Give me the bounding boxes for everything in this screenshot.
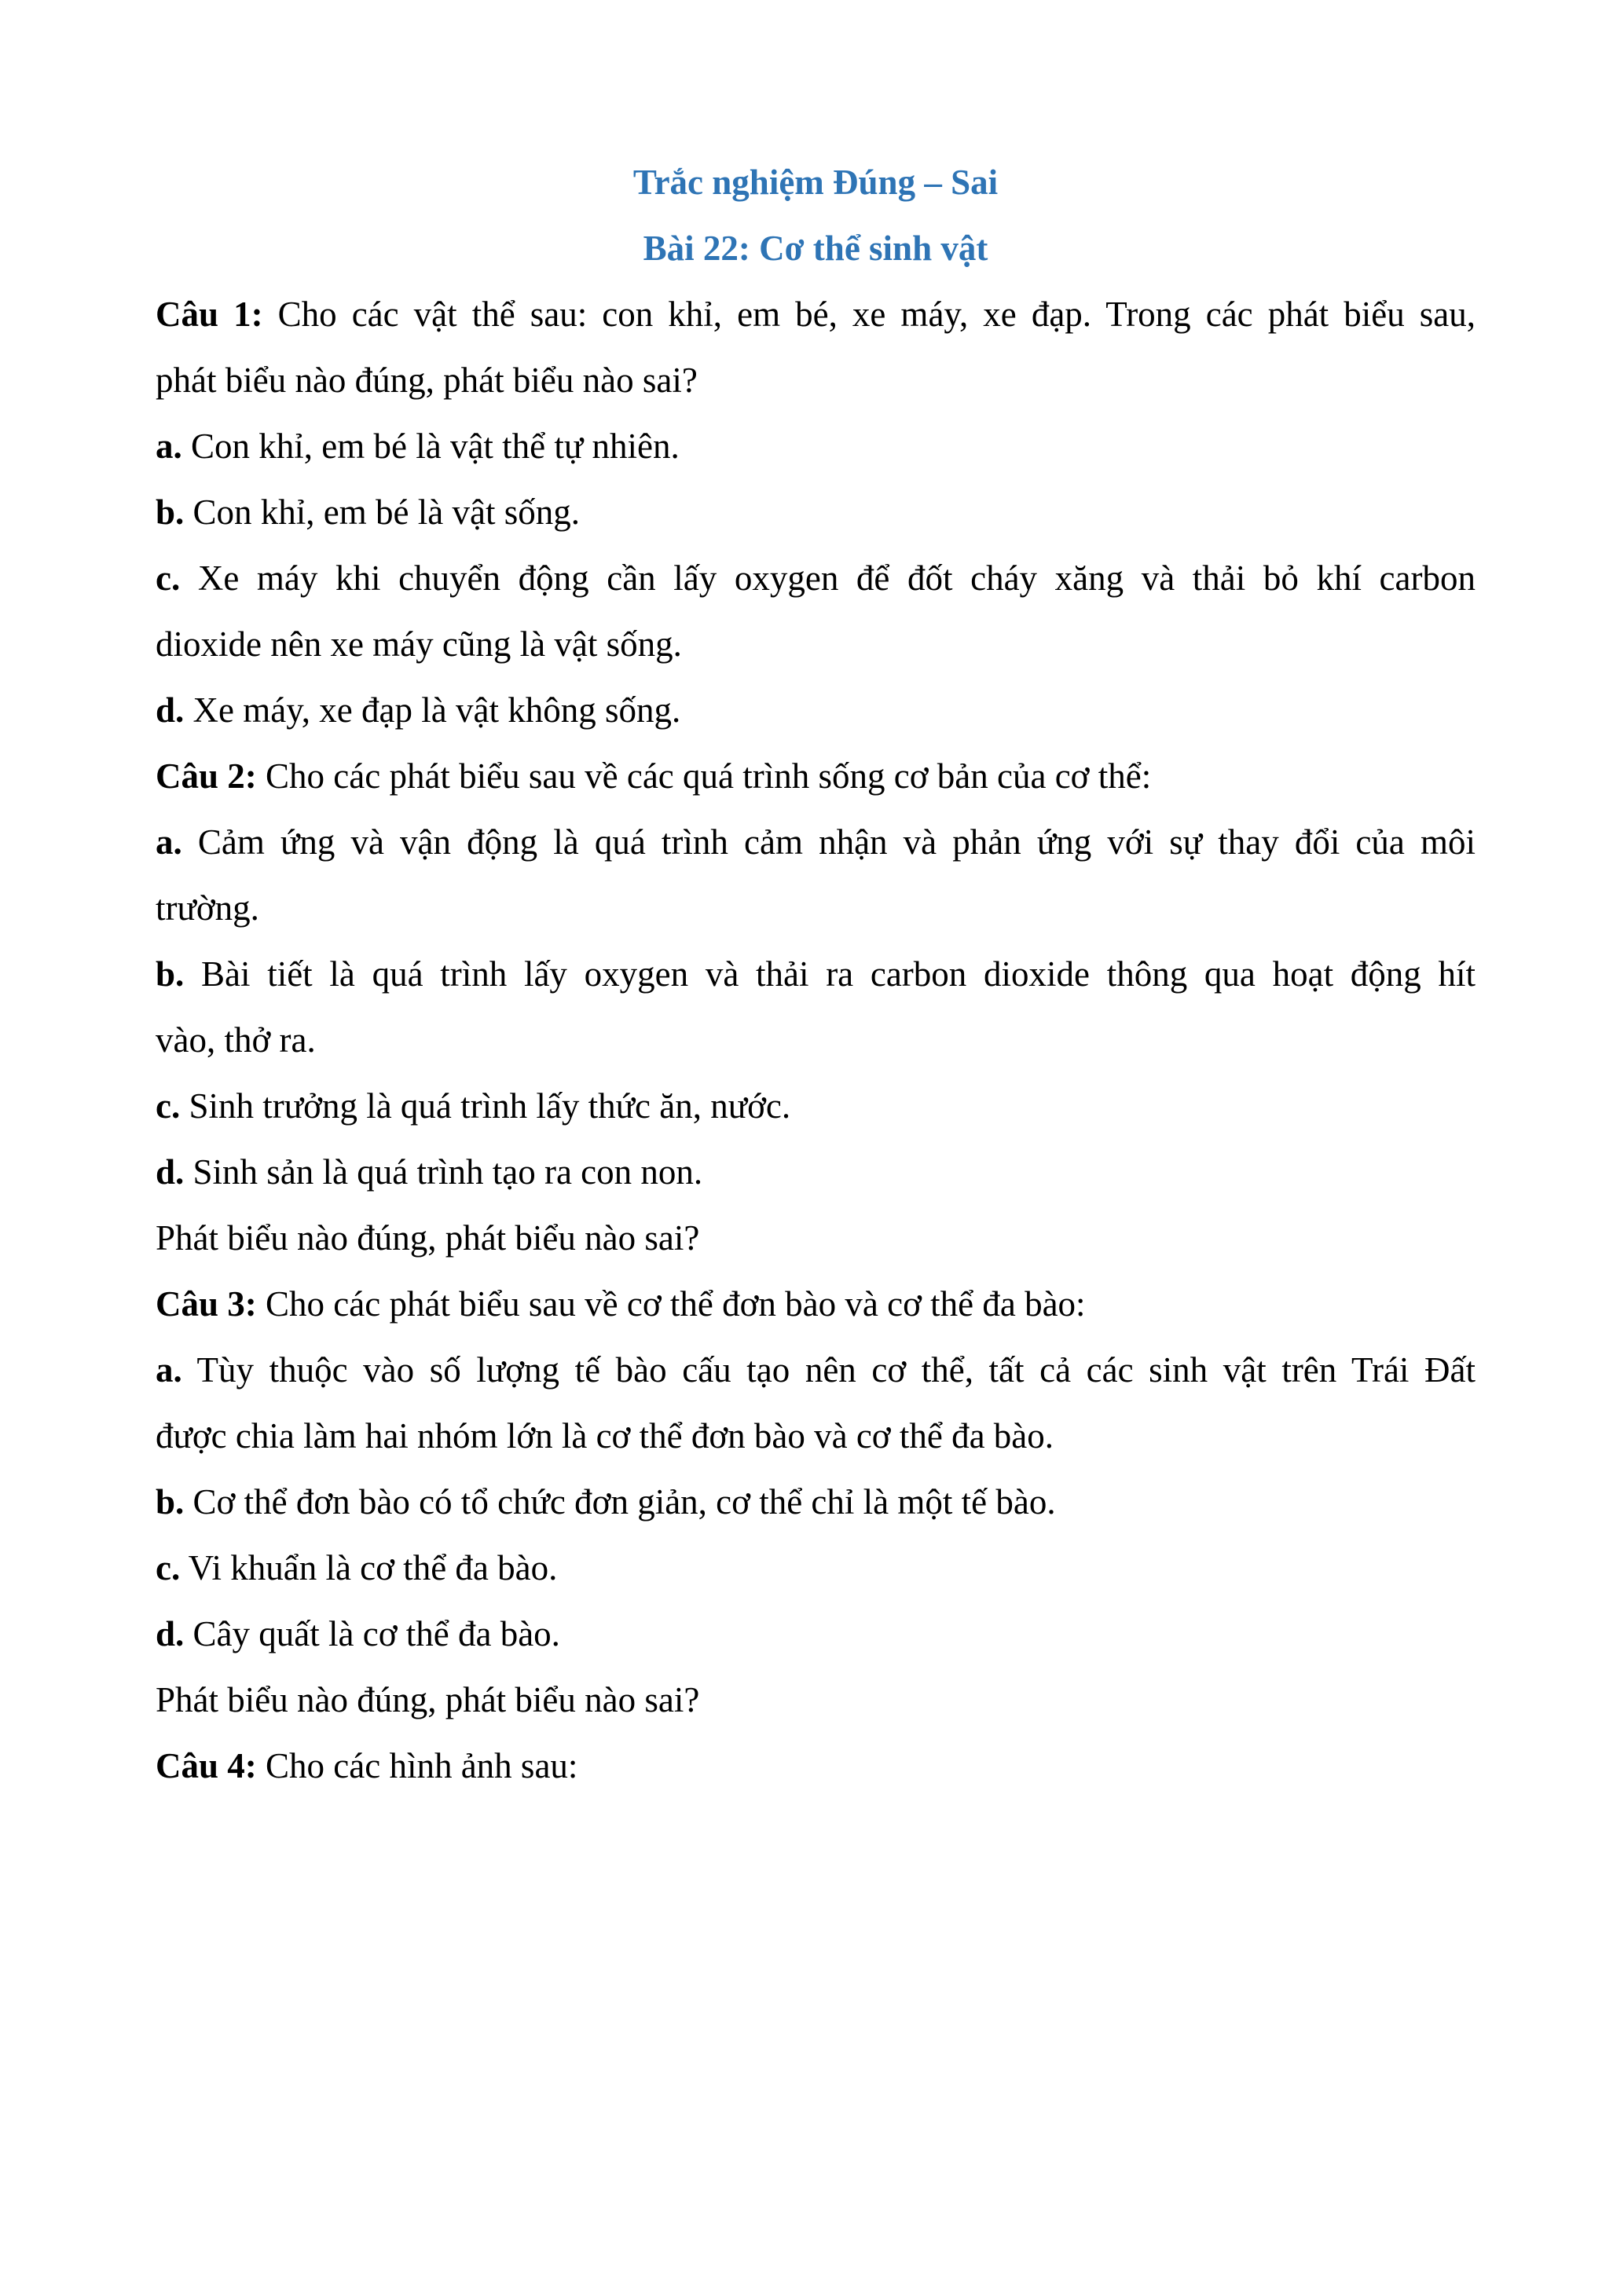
question-2-option-a-continued: trường.	[156, 888, 259, 928]
question-1-stem-line-2: phát biểu nào đúng, phát biểu nào sai?	[156, 361, 698, 400]
question-3-stem: Câu 3: Cho các phát biểu sau về cơ thể đơn bào và cơ thể đa bào:	[156, 1284, 1086, 1324]
question-1-option-b: b. Con khỉ, em bé là vật sống.	[156, 493, 580, 532]
question-3-label: Câu 3:	[156, 1284, 257, 1324]
question-3-closing: Phát biểu nào đúng, phát biểu nào sai?	[156, 1680, 700, 1719]
question-2-option-d: d. Sinh sản là quá trình tạo ra con non.	[156, 1152, 703, 1192]
question-2-stem: Câu 2: Cho các phát biểu sau về các quá trình sống cơ bản của cơ thể:	[156, 756, 1152, 796]
question-3-option-b: b. Cơ thể đơn bào có tổ chức đơn giản, cơ thể chỉ là một tế bào.	[156, 1482, 1056, 1522]
question-1-option-a: a. Con khỉ, em bé là vật thể tự nhiên.	[156, 427, 680, 466]
question-3-option-c: c. Vi khuẩn là cơ thể đa bào.	[156, 1548, 558, 1587]
question-4-label: Câu 4:	[156, 1746, 257, 1785]
question-2-option-b: b. Bài tiết là quá trình lấy oxygen và thải ra carbon dioxide thông qua hoạt động hít	[156, 954, 1476, 994]
document-title: Trắc nghiệm Đúng – Sai	[632, 163, 999, 202]
question-3-option-d: d. Cây quất là cơ thể đa bào.	[156, 1614, 560, 1653]
question-2-option-a: a. Cảm ứng và vận động là quá trình cảm nhận và phản ứng với sự thay đổi của môi	[156, 822, 1476, 862]
question-4-stem: Câu 4: Cho các hình ảnh sau:	[156, 1746, 578, 1785]
question-1-option-d: d. Xe máy, xe đạp là vật không sống.	[156, 690, 681, 730]
question-1-label: Câu 1:	[156, 295, 263, 334]
question-1-option-c: c. Xe máy khi chuyển động cần lấy oxygen để đốt cháy xăng và thải bỏ khí carbon	[156, 558, 1476, 598]
question-1-option-c-continued: dioxide nên xe máy cũng là vật sống.	[156, 624, 682, 664]
lesson-title: Bài 22: Cơ thể sinh vật	[643, 229, 988, 268]
question-3-option-a-continued: được chia làm hai nhóm lớn là cơ thể đơn bào và cơ thể đa bào.	[156, 1416, 1054, 1456]
document-page	[156, 149, 1476, 1799]
question-2-option-c: c. Sinh trưởng là quá trình lấy thức ăn, nước.	[156, 1086, 791, 1126]
question-2-closing: Phát biểu nào đúng, phát biểu nào sai?	[156, 1218, 700, 1258]
question-3-option-a: a. Tùy thuộc vào số lượng tế bào cấu tạo nên cơ thể, tất cả các sinh vật trên Trái Đất	[156, 1350, 1476, 1390]
question-2-label: Câu 2:	[156, 756, 257, 796]
question-1-stem-line-1: Câu 1: Cho các vật thể sau: con khỉ, em bé, xe máy, xe đạp. Trong các phát biểu sau,	[156, 295, 1476, 334]
question-2-option-b-continued: vào, thở ra.	[156, 1020, 316, 1060]
